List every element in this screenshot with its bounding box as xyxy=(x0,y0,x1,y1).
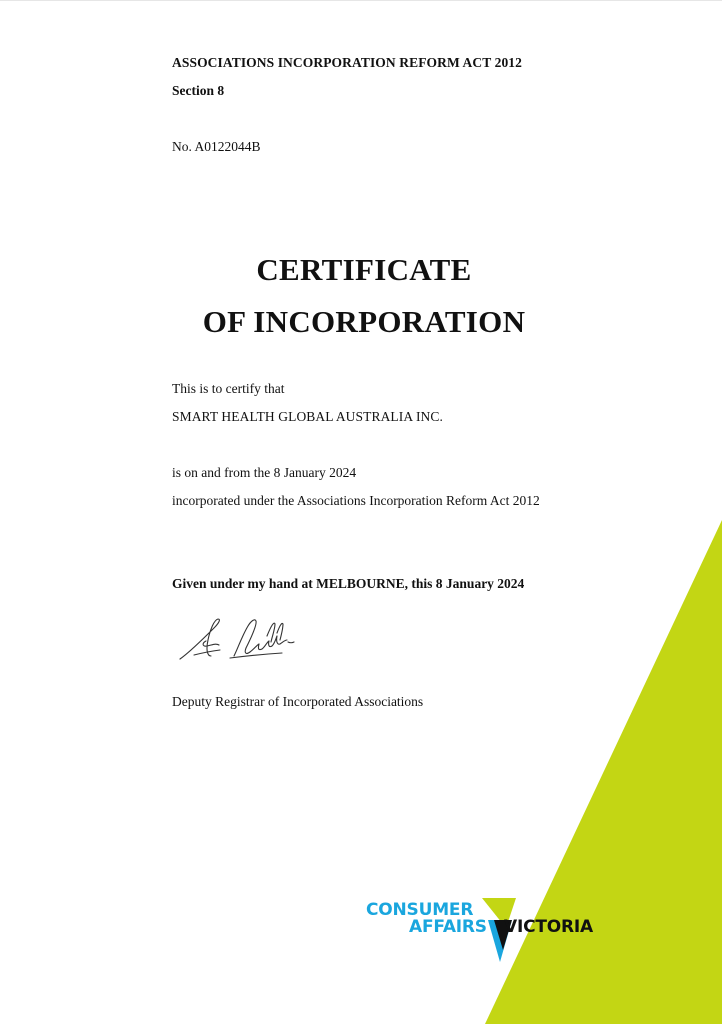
logo-word-affairs: AFFAIRS xyxy=(409,917,487,937)
certificate-title-line2: OF INCORPORATION xyxy=(202,304,526,339)
organisation-name: SMART HEALTH GLOBAL AUSTRALIA INC. xyxy=(172,409,443,424)
incorporation-act-text: incorporated under the Associations Incorporation Reform Act 2012 xyxy=(172,493,540,508)
certificate-number: No. A0122044B xyxy=(172,139,261,154)
given-under-hand-text: Given under my hand at MELBOURNE, this 8 January 2024 xyxy=(172,576,525,591)
signature-icon xyxy=(176,612,300,664)
consumer-affairs-victoria-logo xyxy=(366,898,598,962)
logo-word-victoria: VICTORIA xyxy=(504,917,593,937)
certificate-title-line1: CERTIFICATE xyxy=(256,252,472,287)
logo-word-consumer: CONSUMER xyxy=(366,900,474,920)
section-label: Section 8 xyxy=(172,83,225,98)
incorporation-date-text: is on and from the 8 January 2024 xyxy=(172,465,357,480)
act-title: ASSOCIATIONS INCORPORATION REFORM ACT 2012 xyxy=(172,55,522,70)
certify-text: This is to certify that xyxy=(172,381,285,396)
signatory-title: Deputy Registrar of Incorporated Associations xyxy=(172,694,424,709)
